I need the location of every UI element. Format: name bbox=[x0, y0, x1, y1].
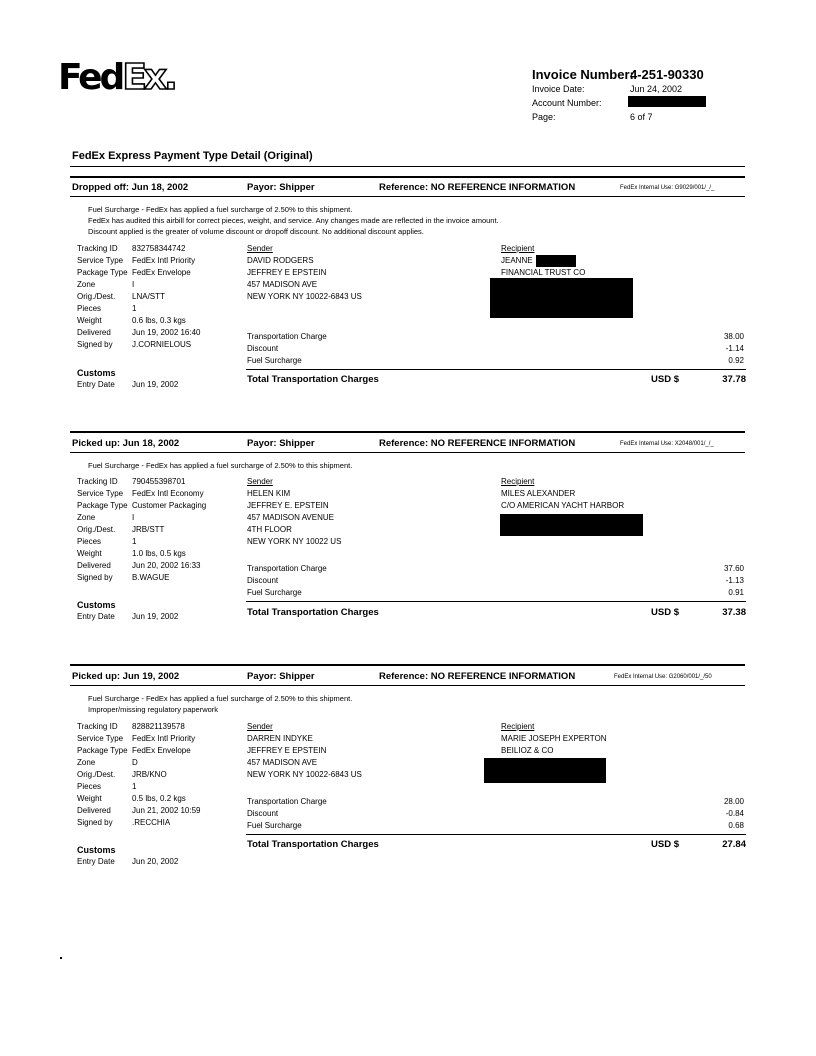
tracking-id: 832758344742 bbox=[132, 244, 186, 253]
orig-dest: LNA/STT bbox=[132, 292, 165, 301]
shipment-notes bbox=[88, 460, 352, 471]
transportation-charge: 38.00 bbox=[723, 332, 744, 341]
recipient-line: C/O AMERICAN YACHT HARBOR bbox=[501, 501, 625, 510]
section-divider bbox=[70, 196, 745, 197]
payor: Payor: Shipper bbox=[247, 438, 315, 449]
recipient-block bbox=[501, 721, 607, 757]
discount: -1.14 bbox=[725, 344, 744, 353]
shipment-heading: Picked up: Jun 19, 2002 bbox=[72, 671, 180, 682]
section-divider bbox=[70, 431, 745, 433]
service-type-label: Service Type bbox=[77, 256, 124, 265]
sender-line: JEFFREY E EPSTEIN bbox=[247, 268, 327, 277]
internal-use: FedEx Internal Use: X2048/001/_/_ bbox=[620, 441, 714, 447]
discount-label: Discount bbox=[247, 576, 279, 585]
currency: USD $ bbox=[651, 374, 679, 385]
service-type-label: Service Type bbox=[77, 734, 124, 743]
total-label: Total Transportation Charges bbox=[247, 839, 379, 850]
sender-block bbox=[247, 721, 362, 781]
sender-block bbox=[247, 476, 341, 548]
transportation-charge-label: Transportation Charge bbox=[247, 564, 327, 573]
section-divider bbox=[70, 176, 745, 178]
currency: USD $ bbox=[651, 839, 679, 850]
sender-line: HELEN KIM bbox=[247, 489, 291, 498]
invoice-date-label: Invoice Date: bbox=[532, 84, 585, 94]
customs-label: Customs bbox=[77, 845, 116, 855]
internal-use: FedEx Internal Use: G2060/001/_/50 bbox=[614, 674, 712, 680]
fuel-surcharge: 0.91 bbox=[728, 588, 744, 597]
orig-dest-label: Orig./Dest. bbox=[77, 770, 116, 779]
entry-date-label: Entry Date bbox=[77, 380, 115, 389]
redaction-bar bbox=[500, 514, 643, 536]
note-line: FedEx has audited this airbill for correct pieces, weight, and service. Any changes made are reflected in the invoice amount. bbox=[88, 216, 499, 225]
customs-label: Customs bbox=[77, 368, 116, 378]
weight-label: Weight bbox=[77, 794, 102, 803]
charge-labels bbox=[247, 563, 327, 599]
note-line: Fuel Surcharge - FedEx has applied a fuel surcharge of 2.50% to this shipment. bbox=[88, 694, 353, 703]
charge-labels bbox=[247, 796, 327, 832]
redaction-bar bbox=[628, 96, 706, 107]
service-type: FedEx Intl Economy bbox=[132, 489, 204, 498]
recipient-line: FINANCIAL TRUST CO bbox=[501, 268, 586, 277]
page-number: 6 of 7 bbox=[630, 112, 653, 122]
orig-dest: JRB/KNO bbox=[132, 770, 167, 779]
zone-label: Zone bbox=[77, 758, 96, 767]
sender-label: Sender bbox=[247, 477, 273, 486]
transportation-charge-label: Transportation Charge bbox=[247, 332, 327, 341]
sender-line: 457 MADISON AVE bbox=[247, 758, 318, 767]
recipient-line: MARIE JOSEPH EXPERTON bbox=[501, 734, 607, 743]
signed-by-label: Signed by bbox=[77, 573, 113, 582]
tracking-id-label: Tracking ID bbox=[77, 722, 118, 731]
pieces: 1 bbox=[132, 537, 137, 546]
signed-by: .RECCHIA bbox=[132, 818, 171, 827]
recipient-block bbox=[501, 476, 624, 512]
charge-labels bbox=[247, 331, 327, 367]
note-line: Improper/missing regulatory paperwork bbox=[88, 705, 219, 714]
package-type-label: Package Type bbox=[77, 268, 128, 277]
sender-line: 457 MADISON AVENUE bbox=[247, 513, 334, 522]
account-number-label: Account Number: bbox=[532, 98, 602, 108]
page-label: Page: bbox=[532, 112, 556, 122]
zone: I bbox=[132, 513, 135, 522]
detail-labels bbox=[77, 721, 128, 829]
entry-date-label: Entry Date bbox=[77, 857, 115, 866]
reference: Reference: NO REFERENCE INFORMATION bbox=[379, 182, 576, 193]
sender-line: JEFFREY E EPSTEIN bbox=[247, 746, 327, 755]
pieces-label: Pieces bbox=[77, 782, 102, 791]
signed-by: J.CORNIELOUS bbox=[132, 340, 192, 349]
redaction-bar bbox=[490, 278, 633, 318]
total-divider bbox=[246, 834, 746, 835]
service-type-label: Service Type bbox=[77, 489, 124, 498]
zone: D bbox=[132, 758, 138, 767]
sender-line: NEW YORK NY 10022-6843 US bbox=[247, 292, 362, 301]
pieces-label: Pieces bbox=[77, 537, 102, 546]
detail-values bbox=[132, 243, 201, 351]
weight-label: Weight bbox=[77, 549, 102, 558]
signed-by: B.WAGUE bbox=[132, 573, 170, 582]
section-divider bbox=[70, 664, 745, 666]
detail-values bbox=[132, 721, 201, 829]
fuel-surcharge-label: Fuel Surcharge bbox=[247, 821, 302, 830]
discount: -1.13 bbox=[725, 576, 744, 585]
weight-label: Weight bbox=[77, 316, 102, 325]
tracking-id-label: Tracking ID bbox=[77, 477, 118, 486]
note-line: Fuel Surcharge - FedEx has applied a fuel surcharge of 2.50% to this shipment. bbox=[88, 461, 353, 470]
fedex-logo: FedEx. bbox=[58, 57, 175, 98]
recipient-line: BEILIOZ & CO bbox=[501, 746, 554, 755]
section-divider bbox=[70, 685, 745, 686]
transportation-charge: 37.60 bbox=[723, 564, 744, 573]
currency: USD $ bbox=[651, 607, 679, 618]
sender-block bbox=[247, 243, 362, 303]
delivered: Jun 20, 2002 16:33 bbox=[132, 561, 201, 570]
recipient-label: Recipient bbox=[501, 477, 535, 486]
detail-values bbox=[132, 476, 206, 584]
orig-dest: JRB/STT bbox=[132, 525, 165, 534]
zone: I bbox=[132, 280, 135, 289]
recipient-label: Recipient bbox=[501, 244, 535, 253]
sender-line: NEW YORK NY 10022-6843 US bbox=[247, 770, 362, 779]
section-divider bbox=[70, 452, 745, 453]
sender-line: 4TH FLOOR bbox=[247, 525, 292, 534]
package-type: FedEx Envelope bbox=[132, 268, 191, 277]
total-divider bbox=[246, 369, 746, 370]
recipient-line: MILES ALEXANDER bbox=[501, 489, 576, 498]
payor: Payor: Shipper bbox=[247, 671, 315, 682]
delivered: Jun 19, 2002 16:40 bbox=[132, 328, 201, 337]
fuel-surcharge-label: Fuel Surcharge bbox=[247, 588, 302, 597]
fuel-surcharge-label: Fuel Surcharge bbox=[247, 356, 302, 365]
note-line: Discount applied is the greater of volume discount or dropoff discount. No additional discount applies. bbox=[88, 227, 424, 236]
pieces: 1 bbox=[132, 782, 137, 791]
delivered: Jun 21, 2002 10:59 bbox=[132, 806, 201, 815]
tracking-id: 828821139578 bbox=[132, 722, 185, 731]
service-type: FedEx Intl Priority bbox=[132, 256, 196, 265]
invoice-number: 4-251-90330 bbox=[630, 67, 704, 82]
sender-line: DARREN INDYKE bbox=[247, 734, 313, 743]
sender-line: 457 MADISON AVE bbox=[247, 280, 318, 289]
tracking-id: 790455398701 bbox=[132, 477, 186, 486]
discount-label: Discount bbox=[247, 809, 279, 818]
total-amount: 37.78 bbox=[722, 374, 746, 385]
entry-date: Jun 19, 2002 bbox=[132, 380, 179, 389]
charge-amounts bbox=[684, 563, 744, 599]
payor: Payor: Shipper bbox=[247, 182, 315, 193]
sender-line: JEFFREY E. EPSTEIN bbox=[247, 501, 329, 510]
discount: -0.84 bbox=[725, 809, 744, 818]
delivered-label: Delivered bbox=[77, 806, 111, 815]
zone-label: Zone bbox=[77, 280, 96, 289]
delivered-label: Delivered bbox=[77, 328, 111, 337]
sender-line: NEW YORK NY 10022 US bbox=[247, 537, 342, 546]
page-title: FedEx Express Payment Type Detail (Original) bbox=[72, 150, 313, 162]
weight: 0.5 lbs, 0.2 kgs bbox=[132, 794, 186, 803]
entry-date-label: Entry Date bbox=[77, 612, 115, 621]
detail-labels bbox=[77, 476, 128, 584]
total-label: Total Transportation Charges bbox=[247, 374, 379, 385]
sender-label: Sender bbox=[247, 722, 273, 731]
package-type-label: Package Type bbox=[77, 746, 128, 755]
total-label: Total Transportation Charges bbox=[247, 607, 379, 618]
weight: 0.6 lbs, 0.3 kgs bbox=[132, 316, 186, 325]
reference: Reference: NO REFERENCE INFORMATION bbox=[379, 671, 576, 682]
internal-use: FedEx Internal Use: G9029/001/_/_ bbox=[620, 185, 715, 191]
reference: Reference: NO REFERENCE INFORMATION bbox=[379, 438, 576, 449]
pieces: 1 bbox=[132, 304, 137, 313]
package-type: Customer Packaging bbox=[132, 501, 207, 510]
service-type: FedEx Intl Priority bbox=[132, 734, 196, 743]
orig-dest-label: Orig./Dest. bbox=[77, 525, 116, 534]
shipment-heading: Picked up: Jun 18, 2002 bbox=[72, 438, 180, 449]
scan-mark bbox=[60, 957, 62, 959]
zone-label: Zone bbox=[77, 513, 96, 522]
entry-date: Jun 19, 2002 bbox=[132, 612, 179, 621]
customs-label: Customs bbox=[77, 600, 116, 610]
fuel-surcharge: 0.68 bbox=[728, 821, 744, 830]
invoice-date: Jun 24, 2002 bbox=[630, 84, 683, 94]
redaction-bar bbox=[536, 255, 576, 267]
total-divider bbox=[246, 601, 746, 602]
title-divider bbox=[70, 166, 745, 167]
transportation-charge: 28.00 bbox=[723, 797, 744, 806]
charge-amounts bbox=[684, 796, 744, 832]
redaction-bar bbox=[484, 758, 606, 783]
delivered-label: Delivered bbox=[77, 561, 111, 570]
total-amount: 27.84 bbox=[722, 839, 746, 850]
recipient-label: Recipient bbox=[501, 722, 535, 731]
orig-dest-label: Orig./Dest. bbox=[77, 292, 116, 301]
recipient-line: JEANNE bbox=[501, 256, 533, 265]
shipment-notes bbox=[88, 693, 352, 715]
signed-by-label: Signed by bbox=[77, 340, 113, 349]
detail-labels bbox=[77, 243, 128, 351]
package-type: FedEx Envelope bbox=[132, 746, 191, 755]
shipment-heading: Dropped off: Jun 18, 2002 bbox=[72, 182, 189, 193]
fuel-surcharge: 0.92 bbox=[728, 356, 744, 365]
note-line: Fuel Surcharge - FedEx has applied a fuel surcharge of 2.50% to this shipment. bbox=[88, 205, 353, 214]
charge-amounts bbox=[684, 331, 744, 367]
tracking-id-label: Tracking ID bbox=[77, 244, 118, 253]
signed-by-label: Signed by bbox=[77, 818, 113, 827]
entry-date: Jun 20, 2002 bbox=[132, 857, 179, 866]
sender-line: DAVID RODGERS bbox=[247, 256, 314, 265]
package-type-label: Package Type bbox=[77, 501, 128, 510]
invoice-number-label: Invoice Number: bbox=[532, 67, 634, 82]
discount-label: Discount bbox=[247, 344, 279, 353]
transportation-charge-label: Transportation Charge bbox=[247, 797, 327, 806]
shipment-notes bbox=[88, 204, 499, 237]
weight: 1.0 lbs, 0.5 kgs bbox=[132, 549, 186, 558]
sender-label: Sender bbox=[247, 244, 273, 253]
pieces-label: Pieces bbox=[77, 304, 102, 313]
total-amount: 37.38 bbox=[722, 607, 746, 618]
